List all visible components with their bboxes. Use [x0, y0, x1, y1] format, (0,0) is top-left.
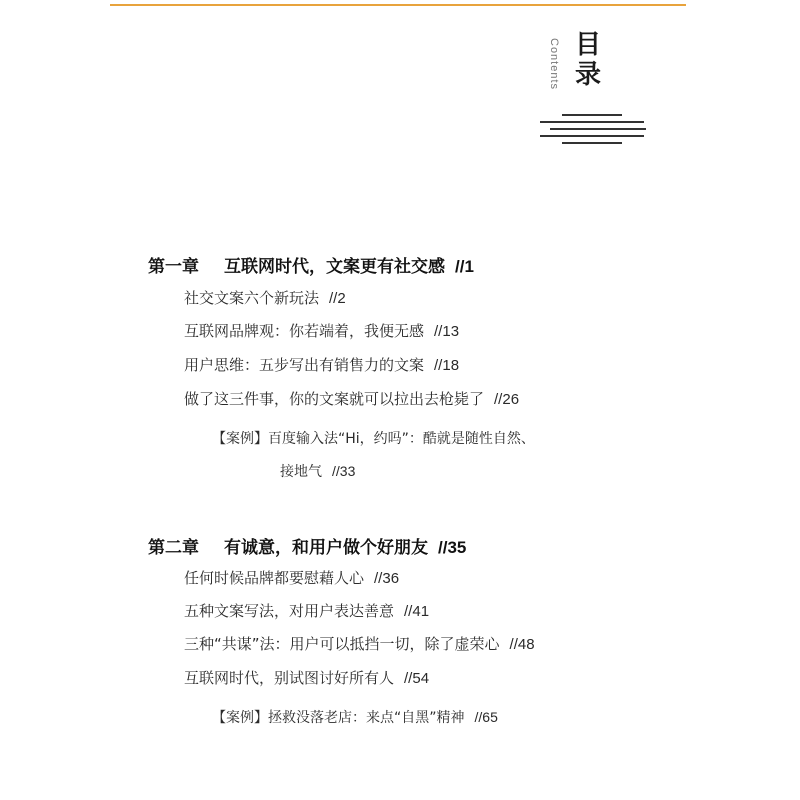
case-study-entry[interactable] — [212, 707, 498, 727]
chapter-2-title: 有诚意，和用户做个好朋友 — [224, 538, 428, 558]
entry-title: 做了这三件事，你的文案就可以拉出去枪毙了 — [184, 390, 485, 408]
chapter-1-number: 第一章 — [148, 257, 199, 277]
case-title-line1: 【案例】拯救没落老店：来点“自黑”精神 — [212, 710, 465, 726]
entry-title: 社交文案六个新玩法 — [184, 289, 320, 307]
toc-entry[interactable] — [184, 320, 459, 341]
chapter-1-title: 互联网时代，文案更有社交感 — [224, 257, 445, 277]
chapter-1-heading[interactable] — [148, 252, 474, 277]
toc-entry[interactable] — [184, 287, 346, 308]
toc-entry[interactable] — [184, 667, 429, 688]
entry-page: //26 — [494, 391, 520, 408]
entry-page: //13 — [434, 323, 460, 340]
case-study-continuation[interactable] — [280, 461, 355, 481]
case-page: //33 — [332, 463, 356, 479]
entry-title: 互联网品牌观：你若端着，我便无感 — [184, 322, 425, 340]
title-char-1: 目 — [575, 30, 602, 60]
toc-entry[interactable] — [184, 567, 399, 588]
entry-title: 三种“共谋”法：用户可以抵挡一切，除了虚荣心 — [184, 635, 500, 653]
title-char-2: 录 — [575, 60, 602, 90]
toc-entry[interactable] — [184, 633, 535, 654]
entry-title: 互联网时代，别试图讨好所有人 — [184, 669, 395, 687]
case-title-line2: 接地气 — [280, 464, 322, 480]
entry-title: 用户思维：五步写出有销售力的文案 — [184, 356, 425, 374]
entry-page: //2 — [329, 290, 346, 307]
case-study-entry[interactable] — [212, 428, 535, 448]
contents-label: Contents — [548, 38, 560, 91]
entry-page: //48 — [509, 636, 535, 653]
chapter-1-page: //1 — [455, 257, 474, 276]
toc-entry[interactable] — [184, 388, 519, 409]
entry-page: //36 — [374, 570, 400, 587]
chapter-2-number: 第二章 — [148, 538, 199, 558]
entry-page: //18 — [434, 357, 460, 374]
toc-entry[interactable] — [184, 354, 459, 375]
chapter-2-page: //35 — [438, 538, 467, 557]
entry-title: 任何时候品牌都要慰藉人心 — [184, 569, 365, 587]
case-title-line1: 【案例】百度输入法“Hi，约吗”：酷就是随性自然、 — [212, 431, 535, 447]
entry-title: 五种文案写法，对用户表达善意 — [184, 602, 395, 620]
top-accent-rule — [110, 4, 686, 6]
page-title — [575, 30, 607, 90]
toc-entry[interactable] — [184, 600, 429, 621]
entry-page: //41 — [404, 603, 430, 620]
entry-page: //54 — [404, 670, 430, 687]
case-page: //65 — [474, 709, 498, 725]
chapter-2-heading[interactable] — [148, 533, 466, 558]
